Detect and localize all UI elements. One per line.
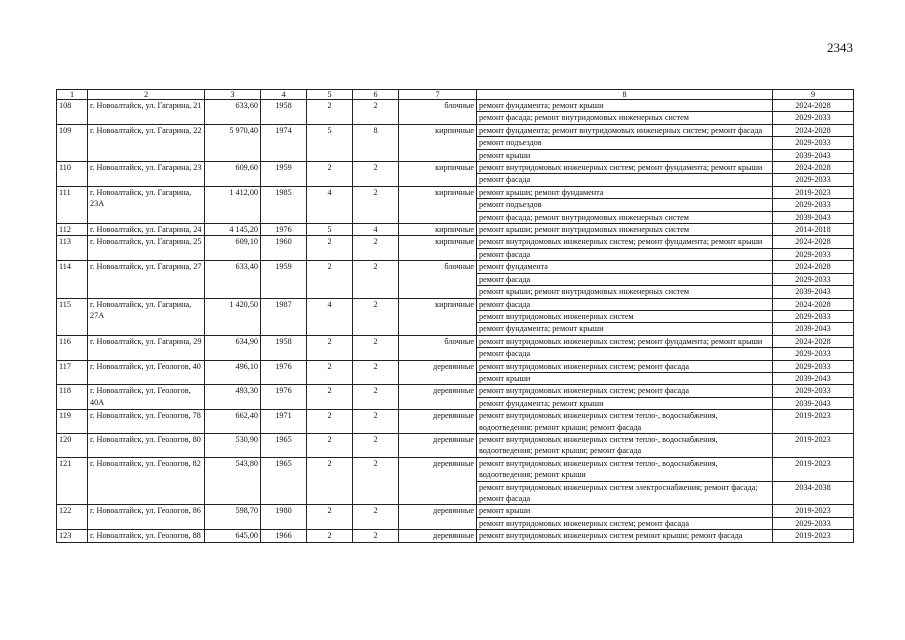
year-cell: 1958 <box>261 335 307 360</box>
wall-material-cell: блочные <box>399 100 477 125</box>
wall-material-cell: деревянные <box>399 433 477 457</box>
repair-period-cell: 2039-2043 <box>773 397 854 409</box>
floors-cell: 2 <box>307 505 353 530</box>
year-cell: 1958 <box>261 100 307 125</box>
repair-works-cell: ремонт внутридомовых инженерных систем; ремонт фундамента; ремонт крыши <box>477 335 773 347</box>
year-cell: 1960 <box>261 236 307 261</box>
repair-period-cell: 2029-2033 <box>773 385 854 397</box>
area-cell: 645,00 <box>205 530 261 542</box>
area-cell: 530,90 <box>205 433 261 457</box>
area-cell: 633,60 <box>205 100 261 125</box>
table-row <box>57 385 854 397</box>
floors-cell: 2 <box>307 261 353 298</box>
repair-period-cell: 2029-2033 <box>773 248 854 260</box>
column-header: 5 <box>307 90 353 100</box>
column-header: 9 <box>773 90 854 100</box>
repair-period-cell: 2029-2033 <box>773 310 854 322</box>
year-cell: 1971 <box>261 410 307 434</box>
house-number-cell: 108 <box>57 100 88 125</box>
entrances-cell: 4 <box>353 224 399 236</box>
area-cell: 496,10 <box>205 360 261 385</box>
floors-cell: 2 <box>307 335 353 360</box>
address-cell: г. Новоалтайск, ул. Геологов, 80 <box>88 433 205 457</box>
area-cell: 662,40 <box>205 410 261 434</box>
table-row <box>57 100 854 112</box>
table-row <box>57 224 854 236</box>
entrances-cell: 2 <box>353 298 399 335</box>
year-cell: 1980 <box>261 505 307 530</box>
entrances-cell: 2 <box>353 261 399 298</box>
house-number-cell: 117 <box>57 360 88 385</box>
repair-works-cell: ремонт внутридомовых инженерных систем ремонт крыши; ремонт фасада <box>477 530 773 542</box>
wall-material-cell: кирпичные <box>399 298 477 335</box>
repair-works-cell: ремонт внутридомовых инженерных систем тепло-, водоснабжения, водоотведения; ремонт крыши; ремонт фасада <box>477 410 773 434</box>
floors-cell: 2 <box>307 457 353 505</box>
year-cell: 1985 <box>261 186 307 223</box>
area-cell: 634,90 <box>205 335 261 360</box>
floors-cell: 2 <box>307 162 353 187</box>
area-cell: 493,30 <box>205 385 261 410</box>
repair-period-cell: 2014-2018 <box>773 224 854 236</box>
year-cell: 1987 <box>261 298 307 335</box>
repair-works-cell: ремонт фасада <box>477 248 773 260</box>
house-number-cell: 111 <box>57 186 88 223</box>
repair-period-cell: 2019-2023 <box>773 186 854 198</box>
entrances-cell: 2 <box>353 162 399 187</box>
entrances-cell: 2 <box>353 100 399 125</box>
area-cell: 1 412,00 <box>205 186 261 223</box>
address-cell: г. Новоалтайск, ул. Гагарина, 29 <box>88 335 205 360</box>
repair-works-cell: ремонт крыши; ремонт внутридомовых инженерных систем <box>477 286 773 298</box>
repair-period-cell: 2039-2043 <box>773 211 854 223</box>
house-number-cell: 122 <box>57 505 88 530</box>
wall-material-cell: деревянные <box>399 385 477 410</box>
column-header: 6 <box>353 90 399 100</box>
address-cell: г. Новоалтайск, ул. Гагарина, 27 <box>88 261 205 298</box>
year-cell: 1976 <box>261 360 307 385</box>
repair-period-cell: 2019-2023 <box>773 433 854 457</box>
wall-material-cell: деревянные <box>399 360 477 385</box>
repair-period-cell: 2024-2028 <box>773 100 854 112</box>
repair-period-cell: 2024-2028 <box>773 335 854 347</box>
entrances-cell: 2 <box>353 335 399 360</box>
address-cell: г. Новоалтайск, ул. Геологов, 82 <box>88 457 205 505</box>
entrances-cell: 2 <box>353 385 399 410</box>
column-header: 2 <box>88 90 205 100</box>
repair-period-cell: 2024-2028 <box>773 298 854 310</box>
wall-material-cell: кирпичные <box>399 124 477 161</box>
table-row <box>57 186 854 198</box>
floors-cell: 2 <box>307 100 353 125</box>
repair-works-cell: ремонт внутридомовых инженерных систем тепло-, водоснабжения, водоотведения; ремонт крыши; ремонт фасада <box>477 433 773 457</box>
floors-cell: 2 <box>307 433 353 457</box>
column-header: 4 <box>261 90 307 100</box>
house-number-cell: 119 <box>57 410 88 434</box>
repair-period-cell: 2039-2043 <box>773 323 854 335</box>
repair-works-cell: ремонт внутридомовых инженерных систем; ремонт фасада <box>477 385 773 397</box>
table-row <box>57 236 854 248</box>
area-cell: 5 970,40 <box>205 124 261 161</box>
column-header: 8 <box>477 90 773 100</box>
repair-works-cell: ремонт внутридомовых инженерных систем тепло-, водоснабжения, водоотведения; ремонт крыши <box>477 457 773 481</box>
table-body <box>57 100 854 543</box>
address-cell: г. Новоалтайск, ул. Гагарина, 23А <box>88 186 205 223</box>
repair-works-cell: ремонт внутридомовых инженерных систем; ремонт фундамента; ремонт крыши <box>477 162 773 174</box>
repair-period-cell: 2024-2028 <box>773 261 854 273</box>
entrances-cell: 2 <box>353 457 399 505</box>
repair-works-cell: ремонт внутридомовых инженерных систем; ремонт фундамента; ремонт крыши <box>477 236 773 248</box>
area-cell: 598,70 <box>205 505 261 530</box>
repair-works-cell: ремонт фундамента; ремонт крыши <box>477 323 773 335</box>
address-cell: г. Новоалтайск, ул. Гагарина, 25 <box>88 236 205 261</box>
repair-period-cell: 2034-2038 <box>773 481 854 505</box>
floors-cell: 2 <box>307 236 353 261</box>
repair-period-cell: 2024-2028 <box>773 236 854 248</box>
repair-works-cell: ремонт фасада <box>477 273 773 285</box>
repair-works-cell: ремонт внутридомовых инженерных систем электроснабжения; ремонт фасада; ремонт фасада <box>477 481 773 505</box>
repair-works-cell: ремонт крыши; ремонт внутридомовых инженерных систем <box>477 224 773 236</box>
repair-works-cell: ремонт фундамента; ремонт крыши <box>477 397 773 409</box>
area-cell: 543,80 <box>205 457 261 505</box>
repair-works-cell: ремонт крыши <box>477 372 773 384</box>
wall-material-cell: кирпичные <box>399 224 477 236</box>
repair-period-cell: 2029-2033 <box>773 137 854 149</box>
wall-material-cell: деревянные <box>399 505 477 530</box>
table-row <box>57 298 854 310</box>
floors-cell: 2 <box>307 410 353 434</box>
column-header: 1 <box>57 90 88 100</box>
repair-works-cell: ремонт фасада <box>477 298 773 310</box>
repair-works-cell: ремонт крыши; ремонт фундамента <box>477 186 773 198</box>
table-row <box>57 410 854 434</box>
entrances-cell: 2 <box>353 236 399 261</box>
wall-material-cell: деревянные <box>399 457 477 505</box>
column-number-row <box>57 90 854 100</box>
repair-period-cell: 2029-2033 <box>773 199 854 211</box>
wall-material-cell: деревянные <box>399 530 477 542</box>
wall-material-cell: кирпичные <box>399 186 477 223</box>
table-row <box>57 335 854 347</box>
repair-works-cell: ремонт крыши <box>477 505 773 517</box>
address-cell: г. Новоалтайск, ул. Геологов, 40А <box>88 385 205 410</box>
entrances-cell: 2 <box>353 505 399 530</box>
repair-period-cell: 2019-2023 <box>773 505 854 517</box>
address-cell: г. Новоалтайск, ул. Геологов, 86 <box>88 505 205 530</box>
floors-cell: 2 <box>307 360 353 385</box>
address-cell: г. Новоалтайск, ул. Гагарина, 23 <box>88 162 205 187</box>
repair-period-cell: 2019-2023 <box>773 530 854 542</box>
floors-cell: 2 <box>307 530 353 542</box>
address-cell: г. Новоалтайск, ул. Гагарина, 21 <box>88 100 205 125</box>
repair-works-cell: ремонт фасада <box>477 174 773 186</box>
repair-period-cell: 2029-2033 <box>773 348 854 360</box>
repair-works-cell: ремонт фасада; ремонт внутридомовых инженерных систем <box>477 211 773 223</box>
year-cell: 1976 <box>261 385 307 410</box>
repair-works-cell: ремонт фундамента; ремонт внутридомовых инженерных систем; ремонт фасада <box>477 124 773 136</box>
entrances-cell: 8 <box>353 124 399 161</box>
year-cell: 1974 <box>261 124 307 161</box>
house-number-cell: 110 <box>57 162 88 187</box>
house-number-cell: 116 <box>57 335 88 360</box>
repair-works-cell: ремонт подъездов <box>477 137 773 149</box>
entrances-cell: 2 <box>353 530 399 542</box>
repair-period-cell: 2029-2033 <box>773 517 854 529</box>
table-row <box>57 261 854 273</box>
repair-works-cell: ремонт внутридомовых инженерных систем; ремонт фасада <box>477 360 773 372</box>
table-row <box>57 360 854 372</box>
repair-works-cell: ремонт внутридомовых инженерных систем <box>477 310 773 322</box>
area-cell: 609,10 <box>205 236 261 261</box>
table-row <box>57 162 854 174</box>
repair-period-cell: 2029-2033 <box>773 360 854 372</box>
column-header: 3 <box>205 90 261 100</box>
repair-works-cell: ремонт крыши <box>477 149 773 161</box>
address-cell: г. Новоалтайск, ул. Геологов, 40 <box>88 360 205 385</box>
area-cell: 633,40 <box>205 261 261 298</box>
repair-period-cell: 2019-2023 <box>773 457 854 481</box>
year-cell: 1959 <box>261 261 307 298</box>
wall-material-cell: блочные <box>399 261 477 298</box>
column-header: 7 <box>399 90 477 100</box>
repair-works-cell: ремонт фундамента; ремонт крыши <box>477 100 773 112</box>
repair-period-cell: 2039-2043 <box>773 286 854 298</box>
housing-repair-table <box>56 89 854 543</box>
entrances-cell: 2 <box>353 360 399 385</box>
repair-works-cell: ремонт внутридомовых инженерных систем; ремонт фасада <box>477 517 773 529</box>
address-cell: г. Новоалтайск, ул. Гагарина, 22 <box>88 124 205 161</box>
year-cell: 1965 <box>261 433 307 457</box>
repair-period-cell: 2039-2043 <box>773 372 854 384</box>
house-number-cell: 120 <box>57 433 88 457</box>
entrances-cell: 2 <box>353 186 399 223</box>
repair-period-cell: 2029-2033 <box>773 174 854 186</box>
area-cell: 1 420,50 <box>205 298 261 335</box>
house-number-cell: 115 <box>57 298 88 335</box>
page-number: 2343 <box>827 40 853 55</box>
house-number-cell: 109 <box>57 124 88 161</box>
wall-material-cell: кирпичные <box>399 236 477 261</box>
house-number-cell: 114 <box>57 261 88 298</box>
house-number-cell: 118 <box>57 385 88 410</box>
entrances-cell: 2 <box>353 433 399 457</box>
repair-works-cell: ремонт фундамента <box>477 261 773 273</box>
address-cell: г. Новоалтайск, ул. Гагарина, 24 <box>88 224 205 236</box>
repair-period-cell: 2039-2043 <box>773 149 854 161</box>
floors-cell: 4 <box>307 298 353 335</box>
repair-works-cell: ремонт подъездов <box>477 199 773 211</box>
year-cell: 1966 <box>261 530 307 542</box>
year-cell: 1976 <box>261 224 307 236</box>
table-row <box>57 505 854 517</box>
address-cell: г. Новоалтайск, ул. Геологов, 88 <box>88 530 205 542</box>
repair-period-cell: 2024-2028 <box>773 124 854 136</box>
area-cell: 4 145,20 <box>205 224 261 236</box>
entrances-cell: 2 <box>353 410 399 434</box>
repair-period-cell: 2029-2033 <box>773 112 854 124</box>
year-cell: 1959 <box>261 162 307 187</box>
table-row <box>57 530 854 542</box>
address-cell: г. Новоалтайск, ул. Геологов, 78 <box>88 410 205 434</box>
wall-material-cell: деревянные <box>399 410 477 434</box>
repair-period-cell: 2029-2033 <box>773 273 854 285</box>
table-row <box>57 457 854 481</box>
floors-cell: 4 <box>307 186 353 223</box>
repair-period-cell: 2024-2028 <box>773 162 854 174</box>
floors-cell: 5 <box>307 124 353 161</box>
repair-works-cell: ремонт фасада; ремонт внутридомовых инженерных систем <box>477 112 773 124</box>
house-number-cell: 112 <box>57 224 88 236</box>
address-cell: г. Новоалтайск, ул. Гагарина, 27А <box>88 298 205 335</box>
wall-material-cell: кирпичные <box>399 162 477 187</box>
house-number-cell: 113 <box>57 236 88 261</box>
house-number-cell: 121 <box>57 457 88 505</box>
repair-works-cell: ремонт фасада <box>477 348 773 360</box>
table-row <box>57 433 854 457</box>
floors-cell: 2 <box>307 385 353 410</box>
area-cell: 609,60 <box>205 162 261 187</box>
floors-cell: 5 <box>307 224 353 236</box>
house-number-cell: 123 <box>57 530 88 542</box>
wall-material-cell: блочные <box>399 335 477 360</box>
table-row <box>57 124 854 136</box>
repair-period-cell: 2019-2023 <box>773 410 854 434</box>
year-cell: 1965 <box>261 457 307 505</box>
